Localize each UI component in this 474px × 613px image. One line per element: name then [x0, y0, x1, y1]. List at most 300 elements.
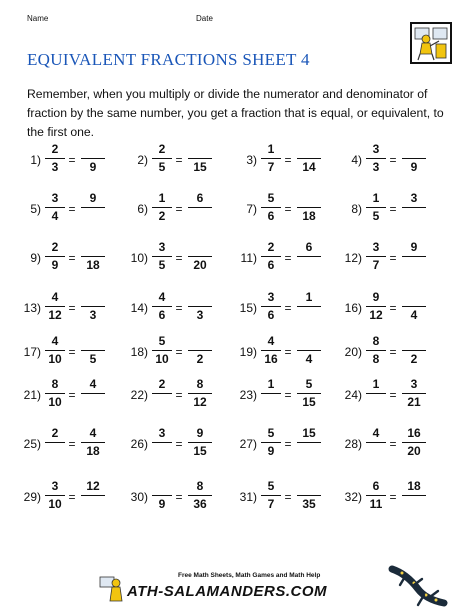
equals-sign: = [284, 251, 292, 265]
given-numerator: 8 [51, 377, 59, 391]
given-denominator: 5 [158, 160, 166, 174]
answer-denominator[interactable]: 18 [86, 444, 100, 458]
given-denominator [45, 444, 65, 459]
given-fraction [152, 191, 172, 224]
fraction-bar [45, 495, 65, 496]
fraction-bar [261, 393, 281, 394]
given-numerator: 3 [372, 142, 380, 156]
given-numerator: 3 [158, 240, 166, 254]
problem-5 [15, 191, 123, 229]
answer-denominator[interactable] [402, 497, 426, 512]
answer-denominator[interactable]: 12 [193, 395, 207, 409]
answer-denominator[interactable]: 20 [193, 258, 207, 272]
answer-denominator[interactable]: 18 [86, 258, 100, 272]
answer-denominator[interactable] [188, 209, 212, 224]
equals-sign: = [284, 437, 292, 451]
answer-bar [81, 207, 105, 208]
answer-denominator[interactable]: 14 [302, 160, 316, 174]
answer-bar [402, 350, 426, 351]
given-numerator: 3 [158, 426, 166, 440]
fraction-bar [152, 495, 172, 496]
answer-fraction[interactable] [297, 290, 321, 323]
answer-fraction[interactable] [402, 142, 426, 175]
given-denominator: 3 [372, 160, 380, 174]
problem-number: 18) [130, 345, 148, 359]
problem-32 [336, 479, 444, 517]
answer-numerator[interactable] [81, 290, 105, 305]
given-numerator: 2 [51, 426, 59, 440]
problem-number: 32) [344, 490, 362, 504]
answer-numerator[interactable]: 1 [305, 290, 313, 304]
given-fraction [366, 142, 386, 175]
answer-denominator[interactable]: 20 [407, 444, 421, 458]
answer-bar [297, 442, 321, 443]
answer-fraction[interactable] [297, 377, 321, 410]
problem-13 [15, 290, 123, 328]
answer-numerator[interactable]: 6 [196, 191, 204, 205]
answer-fraction[interactable] [297, 479, 321, 512]
given-fraction [45, 240, 65, 273]
answer-fraction[interactable] [188, 240, 212, 273]
problem-2 [122, 142, 230, 180]
answer-denominator[interactable]: 21 [407, 395, 421, 409]
answer-denominator[interactable]: 15 [302, 395, 316, 409]
answer-bar [402, 393, 426, 394]
fraction-bar [366, 393, 386, 394]
fraction-bar [45, 350, 65, 351]
answer-bar [81, 495, 105, 496]
given-denominator: 6 [158, 308, 166, 322]
problem-14 [122, 290, 230, 328]
given-denominator: 9 [51, 258, 59, 272]
equals-sign: = [389, 202, 397, 216]
fraction-bar [45, 158, 65, 159]
answer-numerator[interactable] [297, 142, 321, 157]
answer-bar [188, 207, 212, 208]
problem-number: 25) [23, 437, 41, 451]
answer-numerator[interactable] [402, 334, 426, 349]
answer-fraction[interactable] [188, 334, 212, 367]
equals-sign: = [284, 388, 292, 402]
given-denominator: 9 [158, 497, 166, 511]
answer-denominator[interactable]: 3 [196, 308, 204, 322]
answer-denominator[interactable] [297, 258, 321, 273]
mascot-icon [96, 569, 126, 609]
problem-number: 17) [23, 345, 41, 359]
answer-bar [297, 207, 321, 208]
given-fraction [366, 334, 386, 367]
answer-fraction[interactable] [297, 240, 321, 273]
problem-28 [336, 426, 444, 464]
answer-denominator[interactable]: 5 [89, 352, 97, 366]
answer-fraction[interactable] [297, 426, 321, 459]
answer-bar [402, 306, 426, 307]
given-numerator: 4 [267, 334, 275, 348]
answer-fraction[interactable] [188, 479, 212, 512]
problem-number: 24) [344, 388, 362, 402]
answer-numerator[interactable]: 16 [407, 426, 421, 440]
problem-4 [336, 142, 444, 180]
footer-tagline: Free Math Sheets, Math Games and Math Help [178, 572, 321, 579]
given-denominator: 2 [158, 209, 166, 223]
answer-numerator[interactable]: 9 [196, 426, 204, 440]
given-denominator: 10 [48, 395, 62, 409]
answer-numerator[interactable] [81, 240, 105, 255]
given-fraction [152, 334, 172, 367]
given-denominator: 8 [372, 352, 380, 366]
answer-fraction[interactable] [81, 479, 105, 512]
fraction-bar [152, 350, 172, 351]
given-fraction [261, 377, 281, 410]
problem-number: 3) [246, 153, 257, 167]
given-fraction [152, 142, 172, 175]
given-denominator: 6 [267, 209, 275, 223]
problem-31 [231, 479, 339, 517]
equals-sign: = [175, 153, 183, 167]
answer-fraction[interactable] [188, 142, 212, 175]
answer-bar [297, 256, 321, 257]
problem-30 [122, 479, 230, 517]
given-denominator: 9 [267, 444, 275, 458]
fraction-bar [45, 442, 65, 443]
given-numerator: 4 [51, 334, 59, 348]
given-numerator: 3 [267, 290, 275, 304]
problem-number: 16) [344, 301, 362, 315]
answer-numerator[interactable] [188, 334, 212, 349]
given-numerator: 1 [267, 377, 275, 391]
problem-number: 2) [137, 153, 148, 167]
fraction-bar [366, 350, 386, 351]
answer-numerator[interactable]: 9 [89, 191, 97, 205]
given-fraction [261, 191, 281, 224]
given-fraction [45, 191, 65, 224]
answer-numerator[interactable]: 3 [410, 377, 418, 391]
equals-sign: = [389, 490, 397, 504]
given-numerator: 5 [267, 479, 275, 493]
equals-sign: = [284, 490, 292, 504]
problem-1 [15, 142, 123, 180]
given-fraction [45, 426, 65, 459]
given-fraction [152, 426, 172, 459]
problem-16 [336, 290, 444, 328]
answer-fraction[interactable] [81, 426, 105, 459]
answer-fraction[interactable] [81, 240, 105, 273]
answer-fraction[interactable] [402, 240, 426, 273]
answer-fraction[interactable] [188, 377, 212, 410]
answer-numerator[interactable] [188, 240, 212, 255]
equals-sign: = [68, 388, 76, 402]
answer-numerator[interactable] [297, 479, 321, 494]
problem-7 [231, 191, 339, 229]
given-denominator [261, 395, 281, 410]
answer-denominator[interactable]: 9 [410, 160, 418, 174]
given-fraction [152, 290, 172, 323]
fraction-bar [261, 495, 281, 496]
answer-denominator[interactable]: 2 [196, 352, 204, 366]
answer-bar [402, 207, 426, 208]
answer-bar [297, 306, 321, 307]
answer-numerator[interactable]: 5 [305, 377, 313, 391]
problem-21 [15, 377, 123, 415]
answer-bar [188, 350, 212, 351]
given-fraction [45, 377, 65, 410]
answer-fraction[interactable] [81, 191, 105, 224]
given-numerator: 4 [372, 426, 380, 440]
answer-fraction[interactable] [297, 142, 321, 175]
answer-fraction[interactable] [81, 290, 105, 323]
fraction-bar [45, 393, 65, 394]
given-denominator: 7 [267, 497, 275, 511]
given-denominator [152, 395, 172, 410]
answer-numerator[interactable]: 4 [89, 377, 97, 391]
fraction-bar [261, 158, 281, 159]
problem-number: 29) [23, 490, 41, 504]
problem-number: 6) [137, 202, 148, 216]
fraction-bar [366, 158, 386, 159]
answer-fraction[interactable] [402, 334, 426, 367]
answer-fraction[interactable] [188, 290, 212, 323]
answer-numerator[interactable]: 6 [305, 240, 313, 254]
answer-numerator[interactable]: 12 [86, 479, 100, 493]
given-fraction [261, 479, 281, 512]
problem-number: 14) [130, 301, 148, 315]
given-fraction [261, 290, 281, 323]
problem-number: 9) [30, 251, 41, 265]
answer-denominator[interactable] [297, 308, 321, 323]
answer-bar [402, 495, 426, 496]
fraction-bar [261, 350, 281, 351]
footer-brand: ATH-SALAMANDERS.COM [127, 583, 328, 600]
answer-denominator[interactable] [402, 258, 426, 273]
problem-9 [15, 240, 123, 278]
problem-17 [15, 334, 123, 372]
given-denominator: 6 [267, 308, 275, 322]
equals-sign: = [389, 437, 397, 451]
given-numerator: 3 [51, 191, 59, 205]
problem-number: 5) [30, 202, 41, 216]
answer-bar [297, 350, 321, 351]
problem-22 [122, 377, 230, 415]
answer-denominator[interactable]: 18 [302, 209, 316, 223]
given-fraction [261, 240, 281, 273]
given-numerator: 2 [51, 142, 59, 156]
problem-10 [122, 240, 230, 278]
answer-numerator[interactable] [297, 334, 321, 349]
answer-fraction[interactable] [402, 377, 426, 410]
answer-numerator[interactable]: 9 [410, 240, 418, 254]
given-numerator [152, 479, 172, 494]
given-denominator: 16 [264, 352, 278, 366]
given-denominator: 5 [372, 209, 380, 223]
given-denominator: 7 [372, 258, 380, 272]
given-numerator: 6 [372, 479, 380, 493]
problem-number: 26) [130, 437, 148, 451]
answer-denominator[interactable]: 4 [305, 352, 313, 366]
equals-sign: = [284, 345, 292, 359]
answer-numerator[interactable] [297, 191, 321, 206]
answer-fraction[interactable] [188, 426, 212, 459]
answer-bar [188, 442, 212, 443]
given-fraction [366, 426, 386, 459]
answer-fraction[interactable] [188, 191, 212, 224]
answer-numerator[interactable] [188, 290, 212, 305]
equals-sign: = [175, 437, 183, 451]
answer-fraction[interactable] [402, 191, 426, 224]
given-denominator: 12 [369, 308, 383, 322]
answer-numerator[interactable]: 8 [196, 479, 204, 493]
answer-bar [81, 442, 105, 443]
answer-denominator[interactable]: 4 [410, 308, 418, 322]
fraction-bar [366, 207, 386, 208]
given-numerator: 2 [51, 240, 59, 254]
answer-numerator[interactable] [188, 142, 212, 157]
equals-sign: = [68, 437, 76, 451]
problem-number: 13) [23, 301, 41, 315]
fraction-bar [45, 256, 65, 257]
problem-11 [231, 240, 339, 278]
answer-numerator[interactable] [81, 334, 105, 349]
answer-denominator[interactable]: 9 [89, 160, 97, 174]
given-denominator [366, 395, 386, 410]
problem-number: 22) [130, 388, 148, 402]
given-denominator: 10 [48, 497, 62, 511]
fraction-bar [152, 207, 172, 208]
given-fraction [152, 377, 172, 410]
given-numerator: 5 [267, 426, 275, 440]
answer-denominator[interactable]: 35 [302, 497, 316, 511]
answer-bar [188, 495, 212, 496]
equals-sign: = [389, 345, 397, 359]
problem-12 [336, 240, 444, 278]
answer-numerator[interactable]: 3 [410, 191, 418, 205]
given-fraction [152, 479, 172, 512]
answer-numerator[interactable]: 18 [407, 479, 421, 493]
problem-27 [231, 426, 339, 464]
answer-denominator[interactable] [297, 444, 321, 459]
given-numerator: 2 [158, 142, 166, 156]
answer-numerator[interactable] [402, 142, 426, 157]
given-numerator: 5 [267, 191, 275, 205]
answer-bar [402, 256, 426, 257]
answer-numerator[interactable] [402, 290, 426, 305]
fraction-bar [261, 442, 281, 443]
problem-number: 19) [239, 345, 257, 359]
equals-sign: = [389, 388, 397, 402]
answer-denominator[interactable]: 36 [193, 497, 207, 511]
answer-bar [188, 306, 212, 307]
equals-sign: = [389, 153, 397, 167]
salamander-icon [384, 559, 450, 609]
answer-denominator[interactable]: 2 [410, 352, 418, 366]
given-denominator: 10 [155, 352, 169, 366]
problem-26 [122, 426, 230, 464]
equals-sign: = [175, 301, 183, 315]
problem-number: 7) [246, 202, 257, 216]
answer-fraction[interactable] [81, 334, 105, 367]
problem-number: 23) [239, 388, 257, 402]
given-denominator: 5 [158, 258, 166, 272]
answer-bar [297, 495, 321, 496]
answer-fraction[interactable] [402, 479, 426, 512]
answer-bar [402, 158, 426, 159]
fraction-bar [366, 442, 386, 443]
equals-sign: = [68, 490, 76, 504]
fraction-bar [152, 256, 172, 257]
given-fraction [261, 426, 281, 459]
given-numerator: 1 [267, 142, 275, 156]
equals-sign: = [68, 345, 76, 359]
fraction-bar [261, 207, 281, 208]
given-denominator: 6 [267, 258, 275, 272]
problem-number: 28) [344, 437, 362, 451]
given-denominator: 12 [48, 308, 62, 322]
problem-25 [15, 426, 123, 464]
problem-29 [15, 479, 123, 517]
given-denominator [152, 444, 172, 459]
answer-fraction[interactable] [297, 191, 321, 224]
equals-sign: = [68, 301, 76, 315]
fraction-bar [261, 256, 281, 257]
answer-denominator[interactable] [81, 395, 105, 410]
equals-sign: = [68, 153, 76, 167]
answer-denominator[interactable]: 3 [89, 308, 97, 322]
answer-bar [188, 256, 212, 257]
fraction-bar [366, 306, 386, 307]
given-denominator: 11 [369, 497, 383, 511]
problem-number: 20) [344, 345, 362, 359]
given-fraction [45, 334, 65, 367]
problem-24 [336, 377, 444, 415]
given-numerator: 2 [158, 377, 166, 391]
problem-number: 30) [130, 490, 148, 504]
given-fraction [366, 377, 386, 410]
answer-denominator[interactable] [81, 497, 105, 512]
answer-bar [81, 306, 105, 307]
equals-sign: = [175, 490, 183, 504]
equals-sign: = [68, 202, 76, 216]
given-numerator: 4 [51, 290, 59, 304]
problem-number: 12) [344, 251, 362, 265]
given-numerator: 1 [372, 377, 380, 391]
given-fraction [45, 479, 65, 512]
answer-bar [81, 350, 105, 351]
problem-number: 1) [30, 153, 41, 167]
answer-fraction[interactable] [81, 142, 105, 175]
answer-fraction[interactable] [297, 334, 321, 367]
answer-numerator[interactable]: 8 [196, 377, 204, 391]
page-title: EQUIVALENT FRACTIONS SHEET 4 [27, 50, 310, 69]
answer-denominator[interactable]: 15 [193, 444, 207, 458]
answer-numerator[interactable] [81, 142, 105, 157]
instructions-text: Remember, when you multiply or divide the numerator and denominator of fraction by the same number, you get a fraction that is equal, or equivalent, to the first one. [27, 87, 444, 139]
given-denominator [366, 444, 386, 459]
fraction-bar [261, 306, 281, 307]
answer-fraction[interactable] [81, 377, 105, 410]
answer-fraction[interactable] [402, 290, 426, 323]
answer-denominator[interactable]: 15 [193, 160, 207, 174]
problem-number: 31) [239, 490, 257, 504]
answer-fraction[interactable] [402, 426, 426, 459]
given-fraction [261, 334, 281, 367]
answer-denominator[interactable] [402, 209, 426, 224]
answer-denominator[interactable] [81, 209, 105, 224]
answer-numerator[interactable]: 15 [302, 426, 316, 440]
given-numerator: 1 [372, 191, 380, 205]
problem-19 [231, 334, 339, 372]
date-label: Date [196, 14, 213, 23]
given-denominator: 7 [267, 160, 275, 174]
answer-numerator[interactable]: 4 [89, 426, 97, 440]
